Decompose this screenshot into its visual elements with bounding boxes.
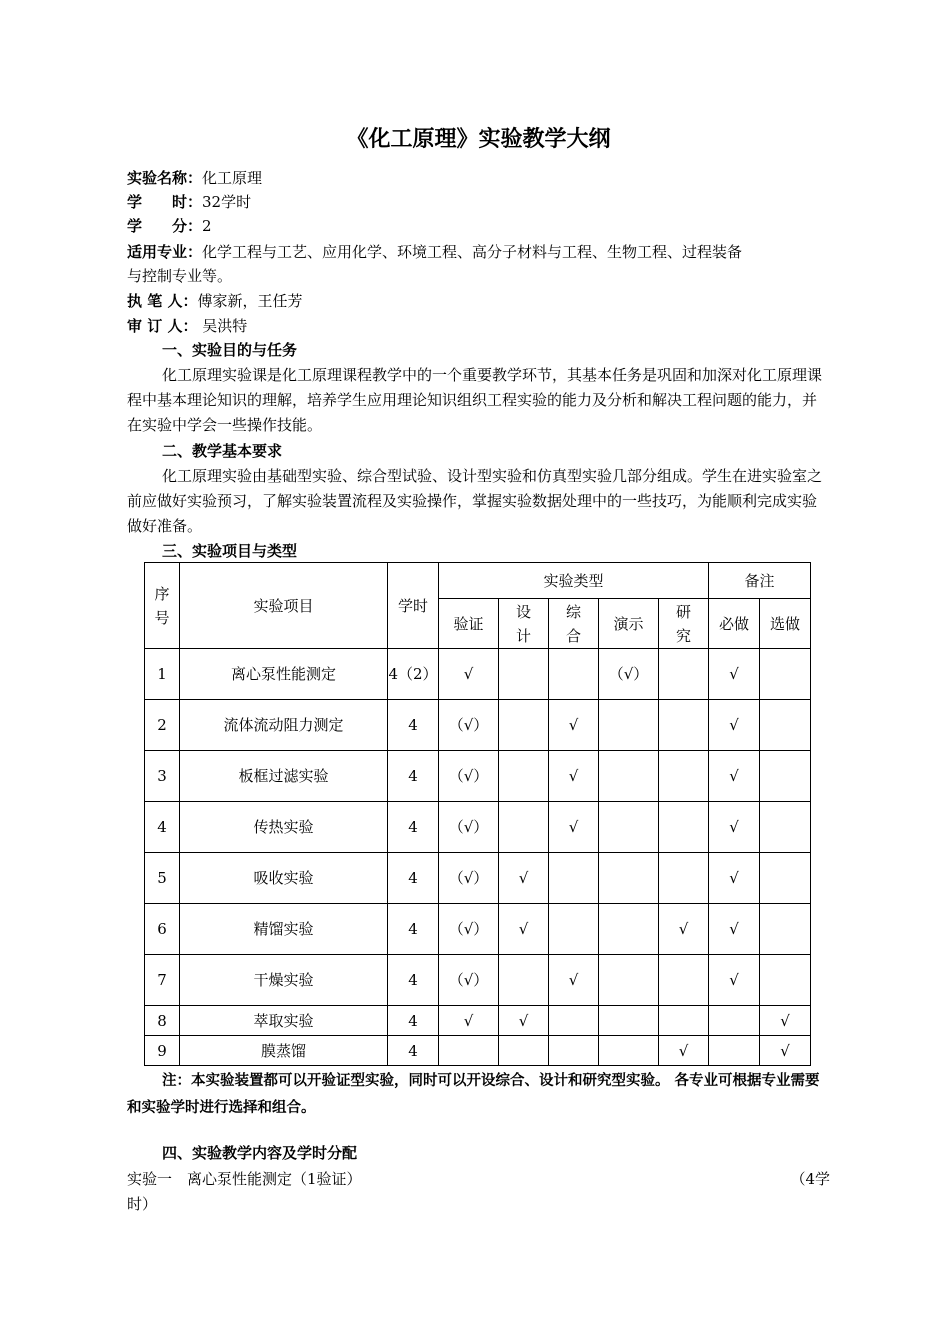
header-verify: 验证 bbox=[439, 599, 499, 649]
cell-hours: 4 bbox=[388, 904, 439, 955]
header-research: 研究 bbox=[659, 599, 709, 649]
cell-hours: 4 bbox=[388, 1036, 439, 1066]
cell-elective: √ bbox=[760, 1036, 811, 1066]
cell-design bbox=[499, 751, 549, 802]
cell-design bbox=[499, 700, 549, 751]
experiment1-label: 实验一 离心泵性能测定（1验证） bbox=[127, 1170, 362, 1188]
cell-hours: 4 bbox=[388, 751, 439, 802]
cell-hours: 4 bbox=[388, 802, 439, 853]
header-type: 实验类型 bbox=[439, 563, 709, 599]
cell-research bbox=[659, 649, 709, 700]
cell-required: √ bbox=[709, 649, 760, 700]
table-row bbox=[145, 751, 811, 802]
cell-comp bbox=[549, 1036, 599, 1066]
cell-required: √ bbox=[709, 700, 760, 751]
cell-verify bbox=[439, 1036, 499, 1066]
cell-item: 膜蒸馏 bbox=[180, 1036, 388, 1066]
cell-demo bbox=[599, 802, 659, 853]
cell-item: 干燥实验 bbox=[180, 955, 388, 1006]
cell-design: √ bbox=[499, 853, 549, 904]
cell-elective bbox=[760, 700, 811, 751]
cell-hours: 4 bbox=[388, 853, 439, 904]
cell-item: 流体流动阻力测定 bbox=[180, 700, 388, 751]
cell-research bbox=[659, 751, 709, 802]
meta-name-label: 实验名称： bbox=[127, 169, 203, 187]
meta-name bbox=[127, 166, 262, 190]
header-no: 序号 bbox=[145, 563, 180, 649]
cell-elective bbox=[760, 955, 811, 1006]
cell-demo bbox=[599, 1006, 659, 1036]
meta-hours-label: 学 时： bbox=[127, 193, 203, 211]
cell-elective bbox=[760, 751, 811, 802]
cell-no: 1 bbox=[145, 649, 180, 700]
cell-no: 8 bbox=[145, 1006, 180, 1036]
cell-verify: （√） bbox=[439, 751, 499, 802]
document-title: 《化工原理》实验教学大纲 bbox=[346, 127, 611, 152]
cell-hours: 4 bbox=[388, 700, 439, 751]
header-hours: 学时 bbox=[388, 563, 439, 649]
cell-research bbox=[659, 700, 709, 751]
cell-item: 萃取实验 bbox=[180, 1006, 388, 1036]
meta-majors-cont: 与控制专业等。 bbox=[127, 267, 233, 285]
cell-demo bbox=[599, 955, 659, 1006]
cell-demo bbox=[599, 751, 659, 802]
cell-comp: √ bbox=[549, 802, 599, 853]
cell-comp: √ bbox=[549, 955, 599, 1006]
cell-required: √ bbox=[709, 904, 760, 955]
cell-comp bbox=[549, 904, 599, 955]
experiment1-hours-cont: 时） bbox=[127, 1195, 158, 1213]
cell-required: √ bbox=[709, 955, 760, 1006]
cell-research bbox=[659, 802, 709, 853]
meta-author-label: 执 笔 人： bbox=[127, 292, 198, 310]
table-row bbox=[145, 1006, 811, 1036]
meta-majors bbox=[127, 240, 742, 264]
cell-no: 2 bbox=[145, 700, 180, 751]
cell-verify: （√） bbox=[439, 904, 499, 955]
meta-reviewer bbox=[127, 314, 247, 338]
section-3-title: 三、实验项目与类型 bbox=[162, 542, 298, 560]
cell-demo bbox=[599, 904, 659, 955]
header-elective: 选做 bbox=[760, 599, 811, 649]
cell-required bbox=[709, 1006, 760, 1036]
cell-comp bbox=[549, 853, 599, 904]
cell-required: √ bbox=[709, 802, 760, 853]
meta-reviewer-label: 审 订 人： bbox=[127, 317, 198, 335]
section-4-title: 四、实验教学内容及学时分配 bbox=[162, 1144, 358, 1162]
cell-elective bbox=[760, 649, 811, 700]
cell-verify: （√） bbox=[439, 802, 499, 853]
cell-elective: √ bbox=[760, 1006, 811, 1036]
table-row bbox=[145, 649, 811, 700]
meta-majors-value: 化学工程与工艺、应用化学、环境工程、高分子材料与工程、生物工程、过程装备 bbox=[202, 243, 743, 261]
cell-required bbox=[709, 1036, 760, 1066]
cell-elective bbox=[760, 802, 811, 853]
header-design: 设计 bbox=[499, 599, 549, 649]
cell-research: √ bbox=[659, 904, 709, 955]
cell-verify: （√） bbox=[439, 955, 499, 1006]
cell-item: 传热实验 bbox=[180, 802, 388, 853]
table-row bbox=[145, 853, 811, 904]
cell-comp bbox=[549, 1006, 599, 1036]
table-row bbox=[145, 802, 811, 853]
meta-hours-value: 32学时 bbox=[202, 193, 252, 211]
section-1-text: 化工原理实验课是化工原理课程教学中的一个重要教学环节，其基本任务是巩固和加深对化工原理课程中基本理论知识的理解，培养学生应用理论知识组织工程实验的能力及分析和解决工程问题的能力，并在实验中学会一些操作技能。 bbox=[127, 366, 823, 434]
cell-no: 5 bbox=[145, 853, 180, 904]
meta-name-value: 化工原理 bbox=[202, 169, 263, 187]
cell-research bbox=[659, 955, 709, 1006]
cell-comp bbox=[549, 649, 599, 700]
cell-research bbox=[659, 853, 709, 904]
cell-design bbox=[499, 955, 549, 1006]
cell-no: 7 bbox=[145, 955, 180, 1006]
cell-no: 6 bbox=[145, 904, 180, 955]
header-comp: 综合 bbox=[549, 599, 599, 649]
meta-author bbox=[127, 289, 302, 313]
meta-author-value: 傅家新，王任芳 bbox=[197, 292, 303, 310]
cell-verify: （√） bbox=[439, 853, 499, 904]
cell-item: 板框过滤实验 bbox=[180, 751, 388, 802]
cell-verify: √ bbox=[439, 1006, 499, 1036]
section-2-text: 化工原理实验由基础型实验、综合型试验、设计型实验和仿真型实验几部分组成。学生在进实验室之前应做好实验预习，了解实验装置流程及实验操作，掌握实验数据处理中的一些技巧，为能顺利完成实验做好准备。 bbox=[127, 467, 823, 535]
cell-design: √ bbox=[499, 904, 549, 955]
cell-item: 离心泵性能测定 bbox=[180, 649, 388, 700]
cell-design bbox=[499, 1036, 549, 1066]
table-row bbox=[145, 1036, 811, 1066]
cell-verify: （√） bbox=[439, 700, 499, 751]
meta-credits-value: 2 bbox=[202, 217, 212, 235]
cell-no: 4 bbox=[145, 802, 180, 853]
cell-hours: 4 bbox=[388, 955, 439, 1006]
table-row bbox=[145, 904, 811, 955]
table-row bbox=[145, 700, 811, 751]
meta-credits bbox=[127, 214, 212, 238]
cell-comp: √ bbox=[549, 700, 599, 751]
table-note: 注：本实验装置都可以开验证型实验，同时可以开设综合、设计和研究型实验。 各专业可根据专业需要和实验学时进行选择和组合。 bbox=[127, 1073, 820, 1116]
cell-elective bbox=[760, 853, 811, 904]
experiment1-hours: （4学 bbox=[790, 1170, 830, 1188]
meta-reviewer-value: 吴洪特 bbox=[197, 317, 248, 335]
cell-item: 吸收实验 bbox=[180, 853, 388, 904]
cell-demo: （√） bbox=[599, 649, 659, 700]
cell-research bbox=[659, 1006, 709, 1036]
meta-hours bbox=[127, 190, 251, 214]
cell-comp: √ bbox=[549, 751, 599, 802]
experiment-table bbox=[144, 562, 811, 1066]
meta-credits-label: 学 分： bbox=[127, 217, 203, 235]
cell-design bbox=[499, 802, 549, 853]
table-row bbox=[145, 955, 811, 1006]
cell-no: 9 bbox=[145, 1036, 180, 1066]
cell-no: 3 bbox=[145, 751, 180, 802]
cell-hours: 4（2） bbox=[388, 649, 439, 700]
cell-hours: 4 bbox=[388, 1006, 439, 1036]
cell-elective bbox=[760, 904, 811, 955]
cell-verify: √ bbox=[439, 649, 499, 700]
header-remark: 备注 bbox=[709, 563, 811, 599]
cell-demo bbox=[599, 1036, 659, 1066]
cell-item: 精馏实验 bbox=[180, 904, 388, 955]
cell-demo bbox=[599, 853, 659, 904]
cell-demo bbox=[599, 700, 659, 751]
header-item: 实验项目 bbox=[180, 563, 388, 649]
section-2-title: 二、教学基本要求 bbox=[162, 442, 283, 460]
section-1-title: 一、实验目的与任务 bbox=[162, 341, 298, 359]
cell-required: √ bbox=[709, 853, 760, 904]
cell-design bbox=[499, 649, 549, 700]
cell-design: √ bbox=[499, 1006, 549, 1036]
header-demo: 演示 bbox=[599, 599, 659, 649]
cell-required: √ bbox=[709, 751, 760, 802]
header-required: 必做 bbox=[709, 599, 760, 649]
cell-research: √ bbox=[659, 1036, 709, 1066]
meta-majors-label: 适用专业： bbox=[127, 243, 203, 261]
